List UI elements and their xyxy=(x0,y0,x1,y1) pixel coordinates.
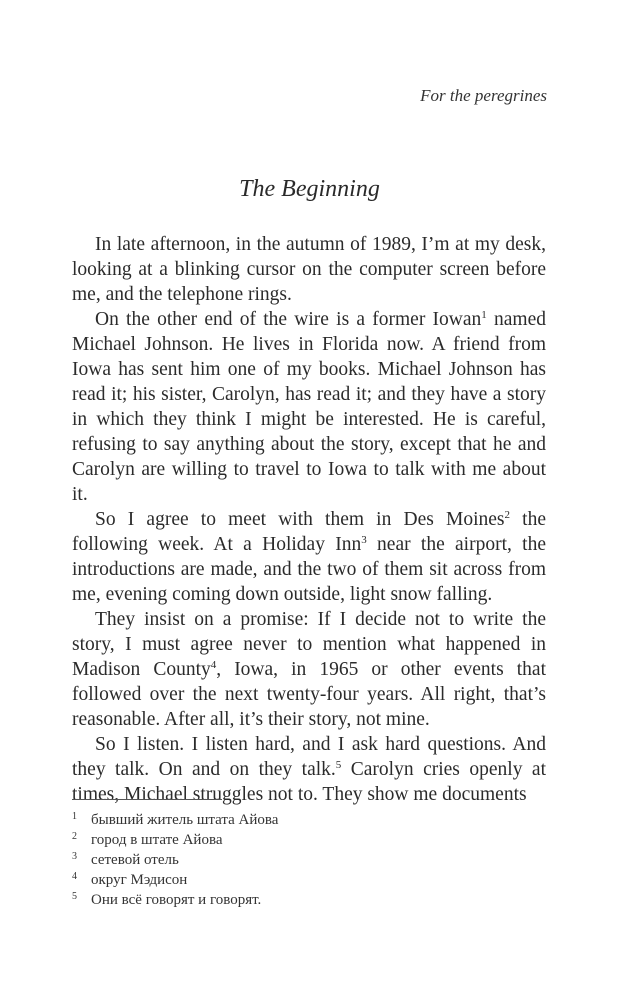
footnote-ref: 2 xyxy=(504,509,511,521)
footnote-number: 4 xyxy=(72,871,77,882)
footnote-number: 3 xyxy=(72,851,77,862)
footnote-text: сетевой отель xyxy=(91,852,179,868)
footnote-ref: 5 xyxy=(335,759,342,771)
footnote-divider xyxy=(72,799,222,800)
footnote-text: бывший житель штата Айова xyxy=(91,812,279,828)
footnote xyxy=(72,890,546,910)
paragraph: On the other end of the wire is a former Iowan$^1$ named Michael Johnson. He lives in Florida now. A friend from Iowa has sent him one of my books. Michael Johnson has read it; his sister, Carolyn, has read it; and they have a story in which they think I might be interested. He is careful, refusing to say anything about the story, except that he and Carolyn are willing to travel to Iowa to talk with me about it. xyxy=(72,309,546,505)
paragraph: So I listen. I listen hard, and I ask hard questions. And they talk. On and on they talk.$^5$ Carolyn cries openly at times, Michael struggles not to. They show me documents xyxy=(72,734,546,805)
footnote-text: Они всё говорят и говорят. xyxy=(91,892,262,908)
footnote-number: 2 xyxy=(72,831,77,842)
footnote-text: округ Мэдисон xyxy=(91,872,188,888)
footnote xyxy=(72,830,546,850)
dedication: For the peregrines xyxy=(420,86,547,105)
footnote-number: 1 xyxy=(72,811,77,822)
footnote-ref: 4 xyxy=(210,659,217,671)
paragraph: They insist on a promise: If I decide not to write the story, I must agree never to mention what happened in Madison County$^4$, Iowa, in 1965 or other events that followed over the next twenty-four years. All right, that’s reasonable. After all, it’s their story, not mine. xyxy=(72,609,546,730)
footnote xyxy=(72,870,546,890)
chapter-title: The Beginning xyxy=(239,176,380,202)
footnote-ref: 3 xyxy=(361,534,367,546)
footnotes xyxy=(72,810,546,910)
paragraph: In late afternoon, in the autumn of 1989, I’m at my desk, looking at a blinking cursor on the computer screen before me, and the telephone rings. xyxy=(72,234,546,305)
paragraph: So I agree to meet with them in Des Moines$^2$ the following week. At a Holiday Inn$^3$ near the airport, the introductions are made, and the two of them sit across from me, evening coming down outside, light snow falling. xyxy=(72,509,547,605)
footnote xyxy=(72,810,546,830)
footnote-text: город в штате Айова xyxy=(91,832,223,848)
footnote-number: 5 xyxy=(72,891,77,902)
footnote-ref: 1 xyxy=(481,309,487,321)
body-text xyxy=(72,232,546,807)
footnote xyxy=(72,850,546,870)
